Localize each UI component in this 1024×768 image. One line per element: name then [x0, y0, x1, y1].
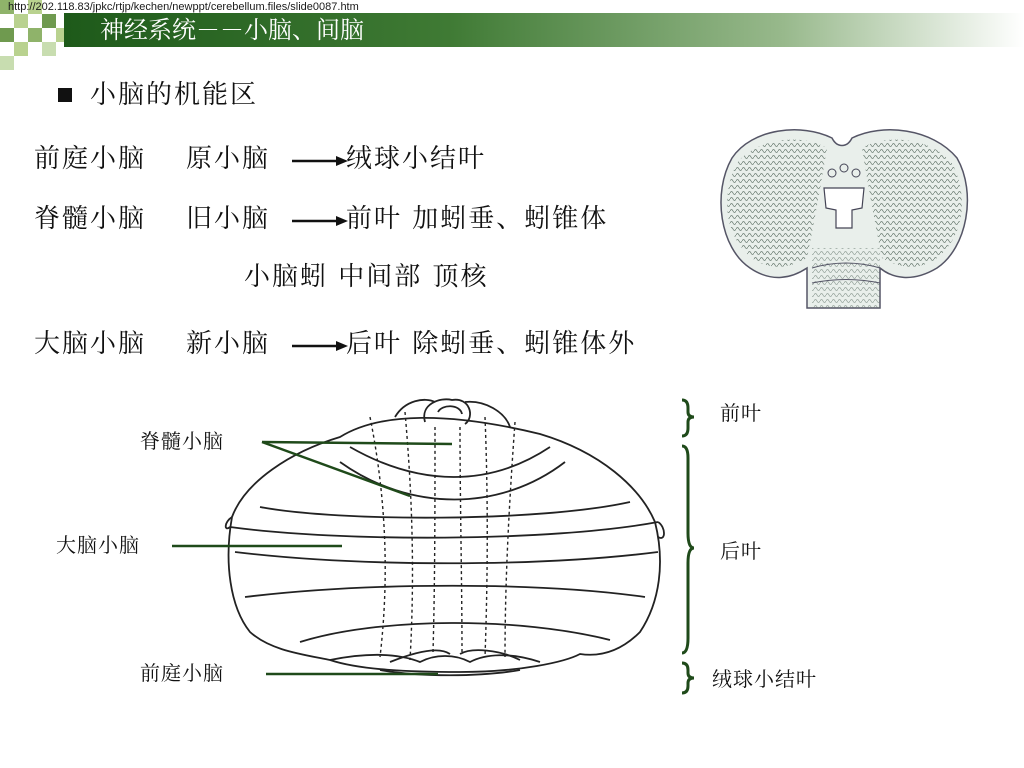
- url-overlay: http://202.118.83/jpkc/rtjp/kechen/newppt/cerebellum.files/slide0087.htm: [8, 1, 359, 13]
- row-4-left: 大脑小脑: [34, 329, 147, 359]
- row-2-right: 前叶 加蚓垂、蚓锥体: [346, 204, 609, 234]
- region-label-anterior-lobe: 前叶: [720, 401, 762, 425]
- row-1-left: 前庭小脑: [34, 144, 147, 174]
- row-4-right: 后叶 除蚓垂、蚓锥体外: [346, 329, 637, 359]
- bullet-square-icon: [58, 88, 72, 102]
- diagram-label-spinocerebellum: 脊髓小脑: [140, 429, 224, 453]
- region-label-flocculonodular-lobe: 绒球小结叶: [712, 667, 817, 691]
- arrow-right-icon: [292, 215, 348, 227]
- row-4-middle: 新小脑: [186, 329, 271, 359]
- arrow-right-icon: [292, 340, 348, 352]
- label-pointer-lines: [262, 436, 462, 686]
- slide-heading: 小脑的机能区: [90, 80, 259, 110]
- arrow-right-icon: [292, 155, 348, 167]
- row-1-right: 绒球小结叶: [346, 144, 487, 174]
- row-2-middle: 旧小脑: [186, 204, 271, 234]
- row-2-left: 脊髓小脑: [34, 204, 147, 234]
- diagram-label-vestibulocerebellum: 前庭小脑: [140, 661, 224, 685]
- cerebellum-section-illustration: [712, 118, 972, 318]
- row-1-middle: 原小脑: [186, 144, 271, 174]
- diagram-label-cerebrocerebellum: 大脑小脑: [56, 533, 140, 557]
- row-3-middle: 小脑蚓 中间部 顶核: [244, 262, 489, 292]
- brace-icons: [678, 398, 702, 698]
- label-pointer-line-cerebrocerebellum: [172, 540, 347, 552]
- region-label-posterior-lobe: 后叶: [720, 539, 762, 563]
- slide-title: 神经系统－－小脑、间脑: [100, 16, 364, 44]
